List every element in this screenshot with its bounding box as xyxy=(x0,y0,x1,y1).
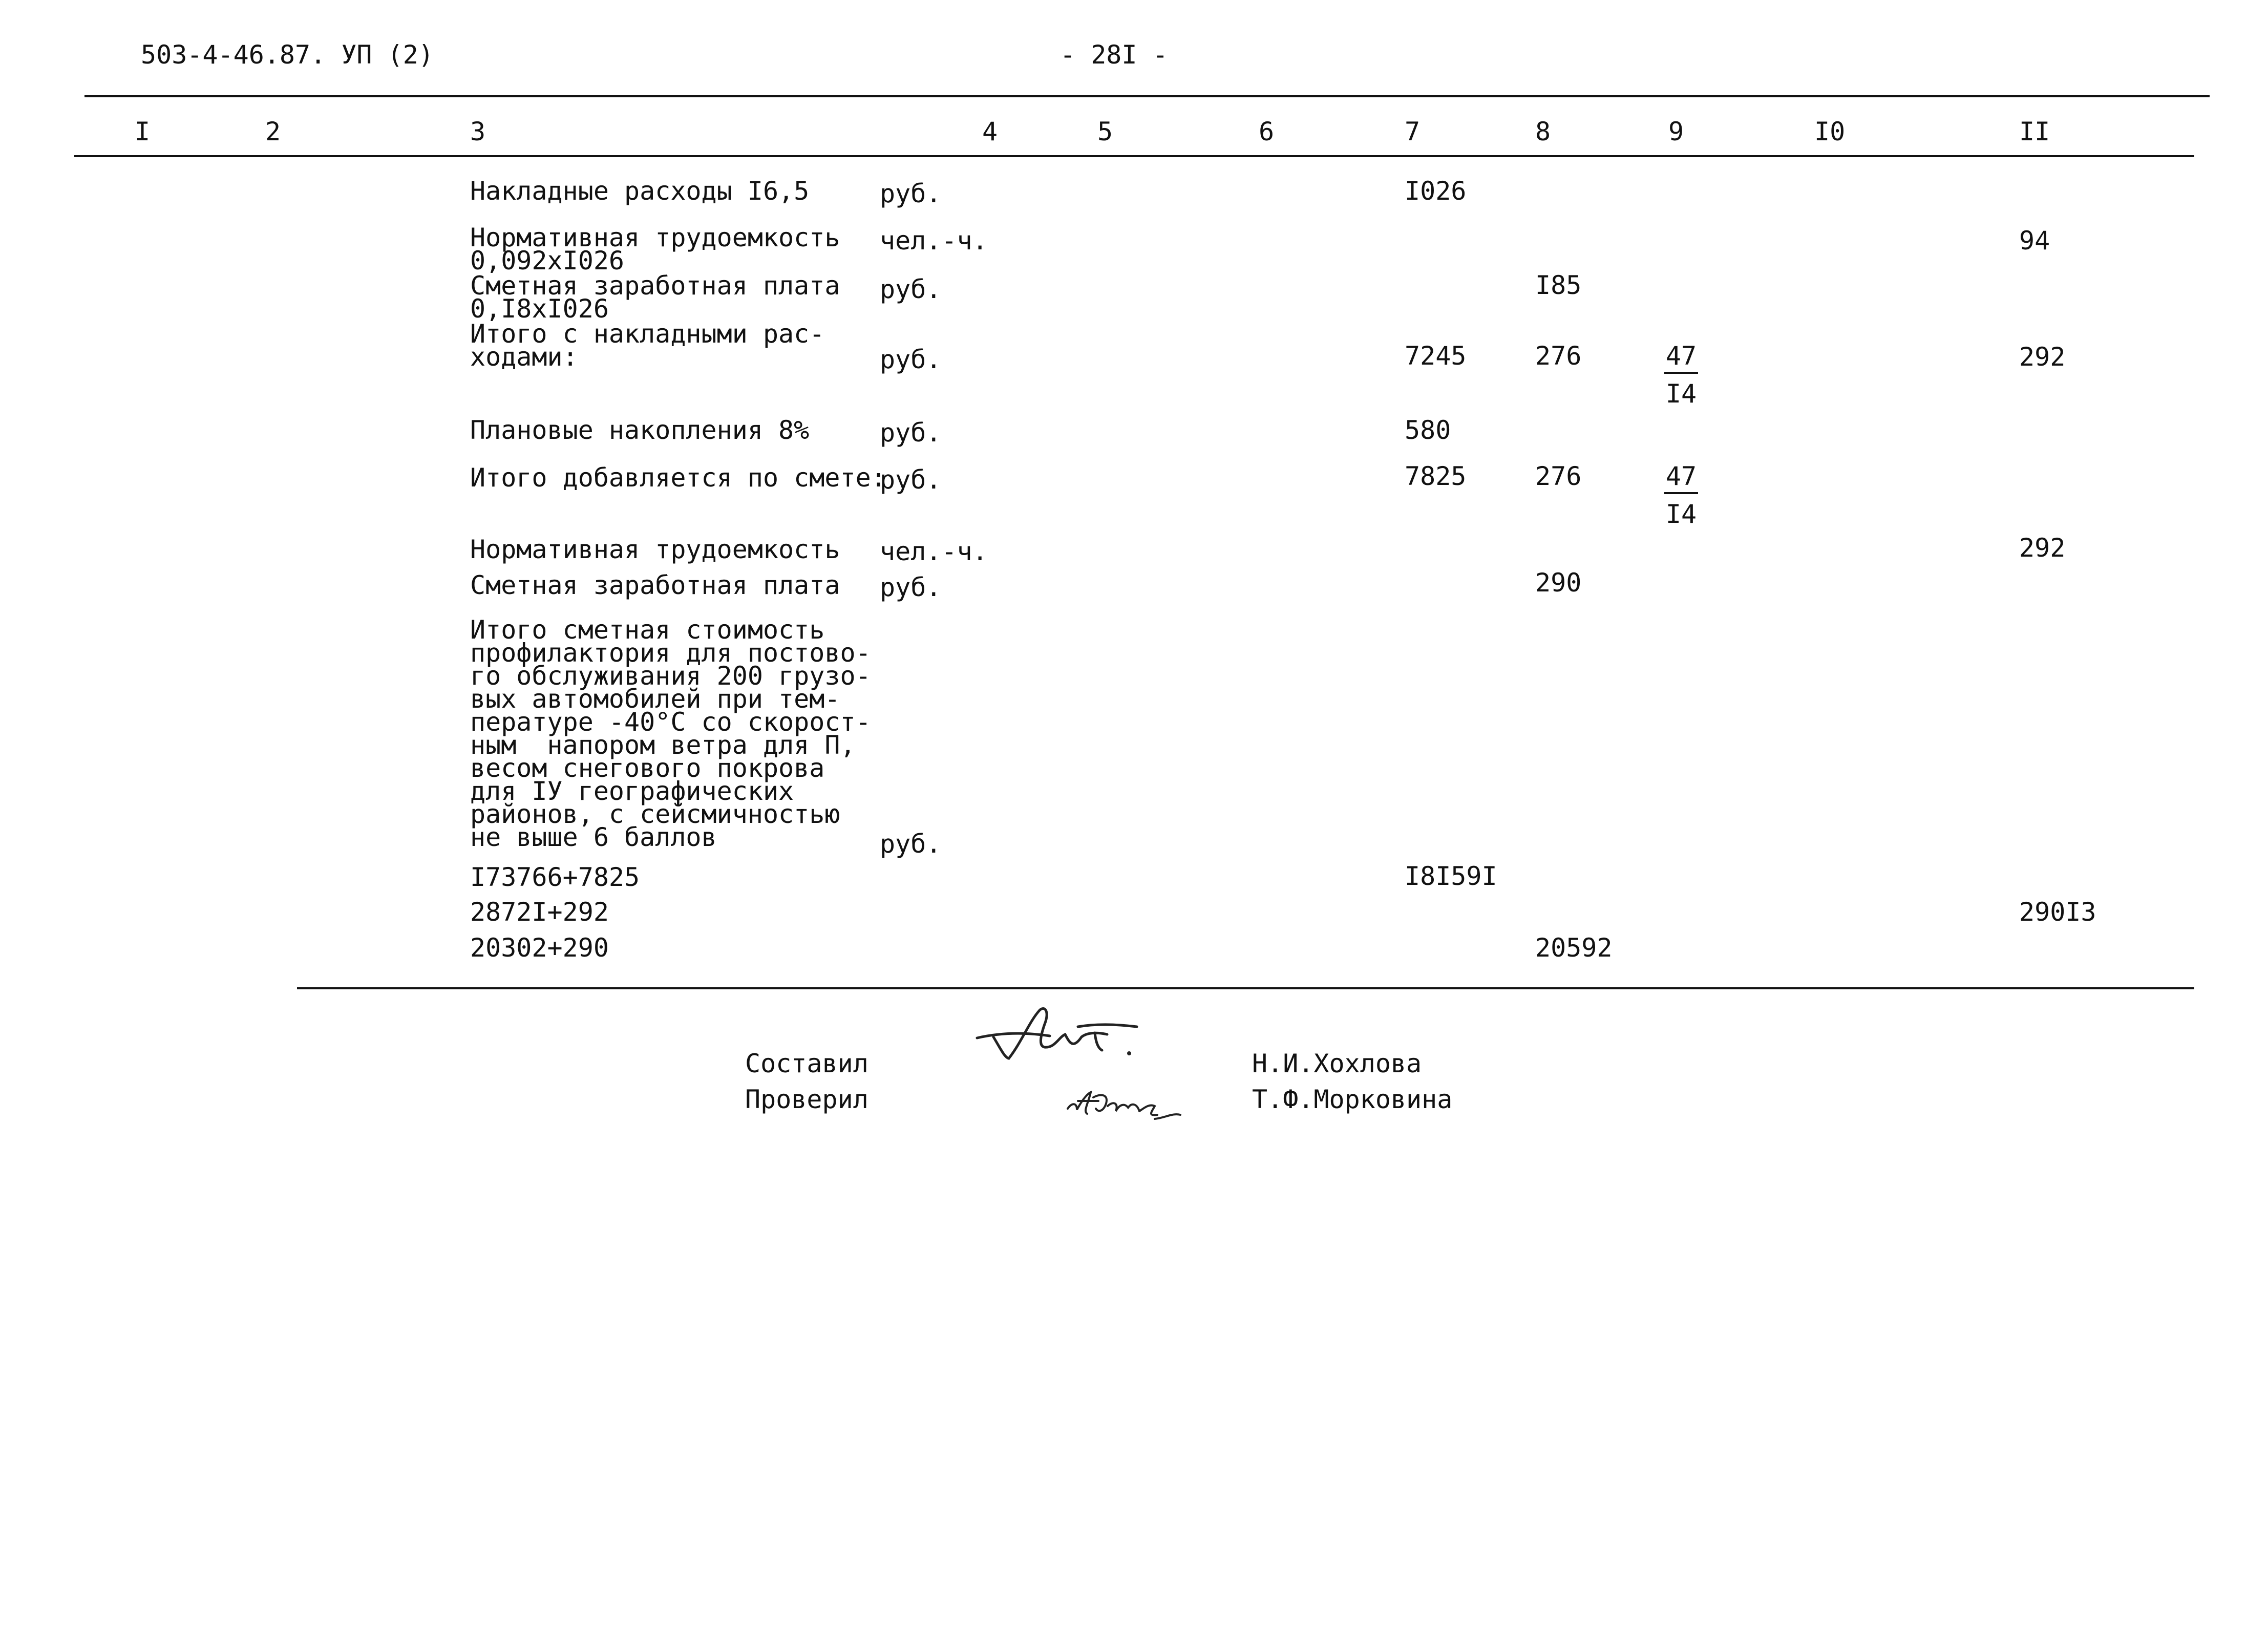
row-estimated-wage-total-unit: руб. xyxy=(880,572,942,602)
row-labor-intensity-total-unit: чел.-ч. xyxy=(880,537,988,566)
table-bottom-rule xyxy=(297,987,2194,989)
row-total-added-unit: руб. xyxy=(880,465,942,495)
row-total-with-overhead-col11: 292 xyxy=(2019,342,2066,372)
row-labor-intensity-col11: 94 xyxy=(2019,226,2050,256)
row-labor-intensity-total-name: Нормативная трудоемкость xyxy=(470,535,840,564)
row-labor-intensity-total-col11: 292 xyxy=(2019,533,2066,563)
column-header-2: 2 xyxy=(265,117,281,146)
row-total-with-overhead-name: Итого с накладными рас- ходами: xyxy=(470,319,825,372)
row-sum-cost-name: I73766+7825 xyxy=(470,862,640,892)
column-header-10: I0 xyxy=(1814,117,1846,146)
row-total-with-overhead-col8: 276 xyxy=(1535,341,1582,371)
row-labor-intensity-unit: чел.-ч. xyxy=(880,226,988,256)
column-header-5: 5 xyxy=(1097,117,1113,146)
checked-by-name: Т.Ф.Морковина xyxy=(1252,1085,1453,1114)
handwritten-signature-compiler xyxy=(973,1001,1168,1078)
row-labor-intensity-name: Нормативная трудоемкость 0,092xI026 xyxy=(470,223,840,275)
row-sum-cost-col7: I8I59I xyxy=(1405,861,1497,891)
fraction-numerator: 47 xyxy=(1664,343,1698,374)
row-total-with-overhead-col9-fraction xyxy=(1664,343,1698,407)
column-header-6: 6 xyxy=(1259,117,1275,146)
row-total-estimated-cost-unit: руб. xyxy=(880,829,942,859)
row-overhead-col7: I026 xyxy=(1405,176,1467,206)
row-total-added-col7: 7825 xyxy=(1405,461,1467,491)
row-total-with-overhead-unit: руб. xyxy=(880,345,942,374)
column-header-1: I xyxy=(135,117,151,146)
column-header-4: 4 xyxy=(982,117,998,146)
row-overhead-unit: руб. xyxy=(880,179,942,208)
column-header-8: 8 xyxy=(1535,117,1551,146)
row-total-estimated-cost-name: Итого сметная стоимость профилактория для постово- го обслуживания 200 грузо- вых автомобилей при тем- пературе -40°С со скорост- ным напором ветра для П, весом снегового покрова для IУ географических районов, с сейсмичностью не выше 6 баллов xyxy=(470,615,871,852)
fraction-numerator: 47 xyxy=(1664,463,1698,494)
document-code: 503-4-46.87. УП (2) xyxy=(141,40,434,70)
row-sum-labor-col11: 290I3 xyxy=(2019,897,2096,927)
checked-by-label: Проверил xyxy=(745,1085,868,1114)
handwritten-signature-checker xyxy=(1063,1083,1196,1124)
row-estimated-wage-total-name: Сметная заработная плата xyxy=(470,570,840,600)
row-planned-savings-name: Плановые накопления 8% xyxy=(470,415,810,445)
row-total-added-col9-fraction xyxy=(1664,463,1698,527)
row-sum-labor-name: 2872I+292 xyxy=(470,897,609,927)
row-estimated-wage-total-col8: 290 xyxy=(1535,568,1582,598)
row-estimated-wage-name: Сметная заработная плата 0,I8xI026 xyxy=(470,271,840,324)
row-planned-savings-col7: 580 xyxy=(1405,415,1451,445)
row-total-added-name: Итого добавляется по смете: xyxy=(470,463,886,493)
column-header-7: 7 xyxy=(1405,117,1421,146)
column-header-11: II xyxy=(2019,117,2050,146)
row-planned-savings-unit: руб. xyxy=(880,418,942,448)
row-estimated-wage-unit: руб. xyxy=(880,274,942,304)
compiled-by-name: Н.И.Хохлова xyxy=(1252,1049,1422,1078)
fraction-denominator: I4 xyxy=(1665,379,1697,409)
column-header-9: 9 xyxy=(1668,117,1684,146)
row-sum-wage-name: 20302+290 xyxy=(470,933,609,963)
page-number: - 28I - xyxy=(1060,40,1168,70)
row-total-with-overhead-col7: 7245 xyxy=(1405,341,1467,371)
row-sum-wage-col8: 20592 xyxy=(1535,933,1613,963)
row-total-added-col8: 276 xyxy=(1535,461,1582,491)
row-estimated-wage-col8: I85 xyxy=(1535,270,1582,300)
compiled-by-label: Составил xyxy=(745,1049,868,1078)
column-header-3: 3 xyxy=(470,117,486,146)
header-bottom-rule xyxy=(74,155,2194,157)
fraction-denominator: I4 xyxy=(1665,499,1697,529)
table-top-rule xyxy=(84,95,2210,97)
row-overhead-name: Накладные расходы I6,5 xyxy=(470,176,810,206)
